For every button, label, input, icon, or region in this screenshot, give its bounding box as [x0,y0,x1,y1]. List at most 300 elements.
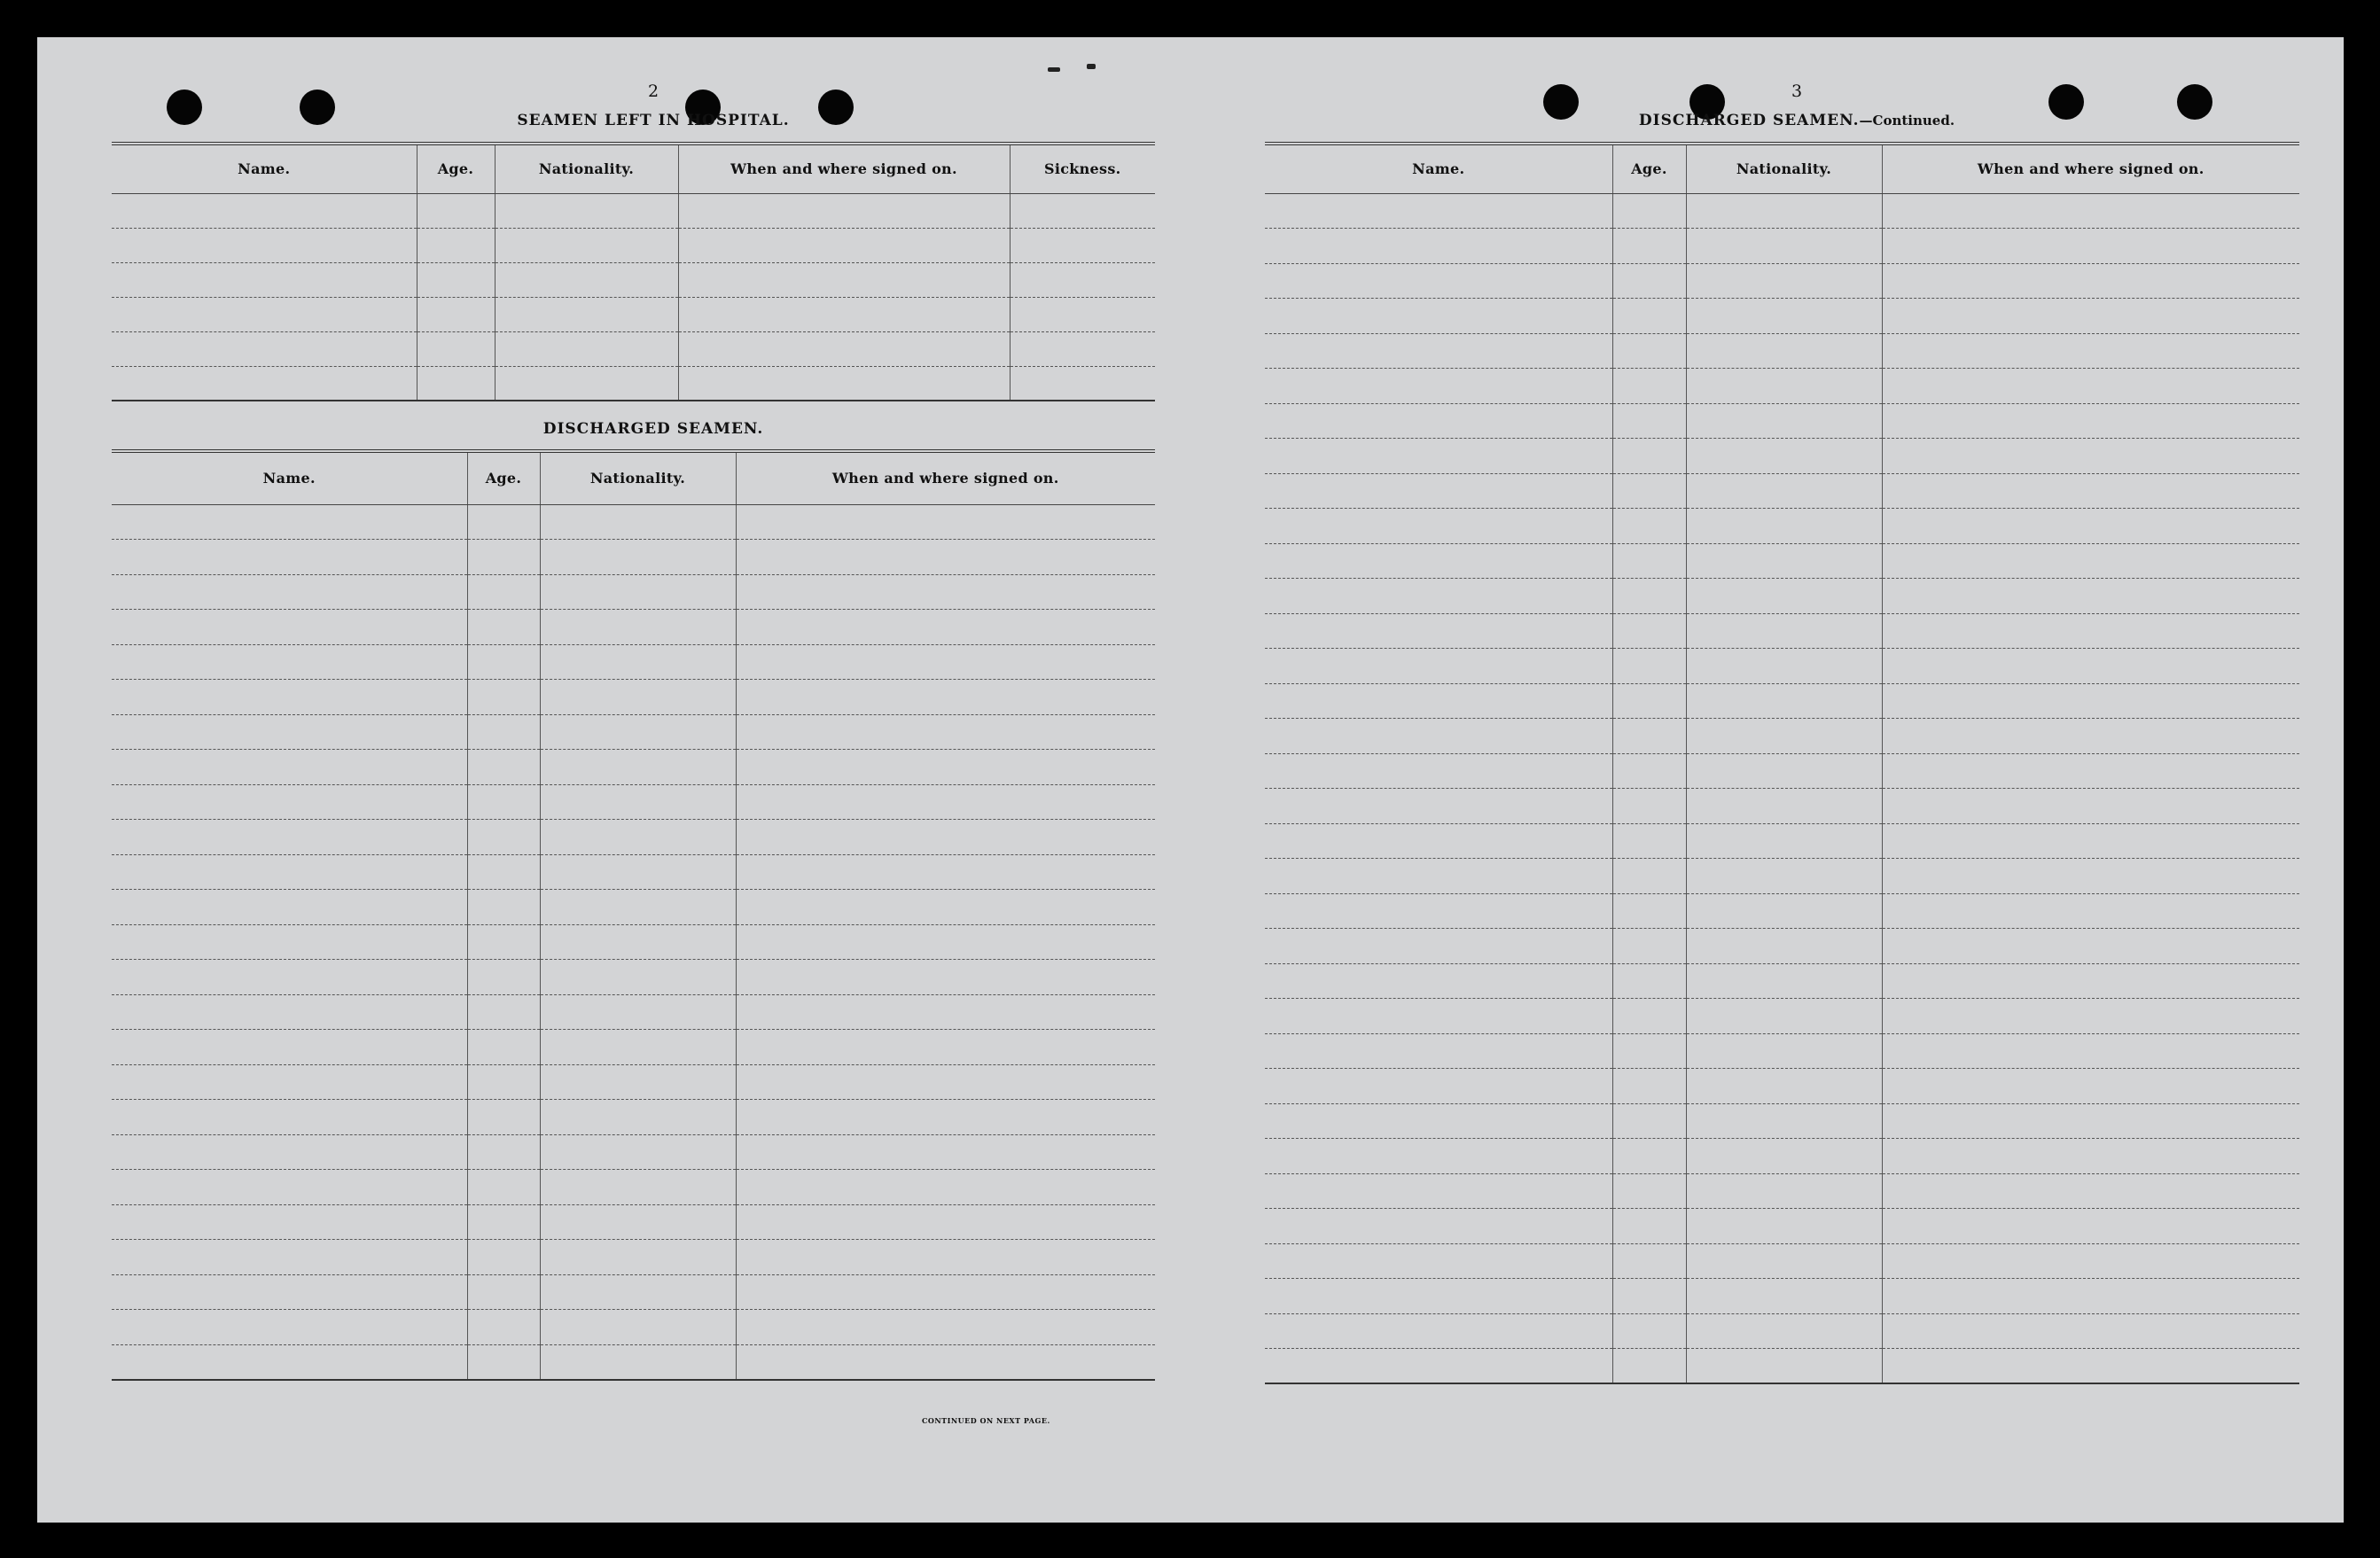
table-cell [112,680,467,715]
table-cell [467,750,540,785]
table-row [112,574,1155,610]
table-cell [736,1100,1155,1135]
table-cell [1612,403,1686,439]
table-cell [467,1344,540,1380]
table-cell [1010,193,1155,228]
column-header-age: Age. [467,451,540,504]
table-cell [1265,683,1612,719]
table-cell [1612,1069,1686,1104]
table-cell [1882,963,2299,999]
table-cell [1612,1033,1686,1069]
table-cell [112,644,467,680]
table-cell [540,1064,736,1100]
table-cell [1612,929,1686,964]
table-cell [1265,1279,1612,1314]
table-cell [1612,1209,1686,1244]
column-header-signed-on: When and where signed on. [1882,144,2299,193]
table-cell [540,1310,736,1345]
table-cell [467,1240,540,1275]
table-row [1265,369,2299,404]
table-cell [112,1134,467,1170]
table-cell [1612,823,1686,859]
table-cell [1612,753,1686,789]
table-cell [736,1134,1155,1170]
table-cell [1612,1139,1686,1174]
table-cell [1612,719,1686,754]
table-row [112,714,1155,750]
table-cell [112,994,467,1030]
table-row [1265,999,2299,1034]
table-cell [1686,543,1882,579]
table-cell [1686,263,1882,299]
table-cell [1265,299,1612,334]
table-cell [736,960,1155,995]
table-cell [736,1030,1155,1065]
table-cell [1882,789,2299,824]
table-cell [1686,1103,1882,1139]
table-cell [1265,963,1612,999]
table-row [112,784,1155,820]
table-cell [540,644,736,680]
table-row [1265,1173,2299,1209]
table-cell [678,262,1010,297]
discharged-section-title: DISCHARGED SEAMEN. [542,420,764,438]
table-cell [1686,753,1882,789]
table-row [1265,963,2299,999]
table-cell [417,228,495,262]
table-cell [495,228,678,262]
table-cell [540,1240,736,1275]
table-cell [736,890,1155,925]
table-cell [1882,719,2299,754]
discharged-continued-title-suffix: —Continued. [1859,113,1955,129]
table-cell [1265,263,1612,299]
table-cell [540,1344,736,1380]
table-cell [1612,579,1686,614]
column-header-signed-on: When and where signed on. [678,144,1010,193]
table-row [1265,193,2299,229]
table-cell [417,262,495,297]
table-cell [1686,789,1882,824]
table-row [112,366,1155,401]
table-cell [736,1310,1155,1345]
table-cell [112,1100,467,1135]
table-cell [540,960,736,995]
table-cell [1882,509,2299,544]
table-cell [112,262,417,297]
table-cell [1882,299,2299,334]
table-cell [1265,1209,1612,1244]
table-cell [1686,333,1882,369]
table-cell [1882,683,2299,719]
table-cell [1612,963,1686,999]
table-cell [1686,579,1882,614]
table-cell [1265,893,1612,929]
table-cell [1686,1209,1882,1244]
table-cell [417,366,495,401]
table-row [112,262,1155,297]
table-row [112,1344,1155,1380]
table-cell [1612,1243,1686,1279]
table-cell [1612,1279,1686,1314]
table-cell [1612,369,1686,404]
table-cell [1265,929,1612,964]
table-cell [1265,543,1612,579]
table-cell [1612,683,1686,719]
table-cell [1265,439,1612,474]
table-row [112,924,1155,960]
column-header-nationality: Nationality. [1686,144,1882,193]
table-cell [1265,1139,1612,1174]
table-cell [1686,719,1882,754]
table-row [1265,1279,2299,1314]
table-cell [1265,1313,1612,1349]
table-row [1265,789,2299,824]
table-row [112,854,1155,890]
table-cell [1882,1139,2299,1174]
table-cell [1882,229,2299,264]
table-cell [736,680,1155,715]
table-cell [1882,193,2299,229]
table-cell [467,1274,540,1310]
table-cell [112,1030,467,1065]
table-cell [678,331,1010,366]
table-row [1265,929,2299,964]
table-cell [112,540,467,575]
table-cell [1010,228,1155,262]
table-cell [467,1064,540,1100]
table-row [1265,299,2299,334]
table-cell [112,1064,467,1100]
table-cell [1612,543,1686,579]
table-cell [736,504,1155,540]
table-cell [1265,403,1612,439]
scan-speck [1048,67,1060,72]
table-cell [467,1170,540,1205]
table-row [1265,579,2299,614]
table-cell [540,750,736,785]
table-row [1265,473,2299,509]
table-cell [467,610,540,645]
table-cell [495,297,678,331]
table-cell [1612,333,1686,369]
table-cell [1686,963,1882,999]
table-cell [1686,1279,1882,1314]
table-cell [540,854,736,890]
table-header-row [112,451,1155,504]
table-cell [1612,789,1686,824]
table-cell [1010,297,1155,331]
table-cell [467,1134,540,1170]
table-cell [540,784,736,820]
table-row [1265,403,2299,439]
table-cell [736,1274,1155,1310]
table-cell [467,1310,540,1345]
table-cell [1686,1243,1882,1279]
table-cell [1686,509,1882,544]
table-row [1265,1033,2299,1069]
table-cell [417,193,495,228]
table-cell [1686,1069,1882,1104]
table-cell [1882,1243,2299,1279]
table-cell [1265,229,1612,264]
table-cell [1882,999,2299,1034]
table-cell [1882,1033,2299,1069]
table-cell [112,714,467,750]
table-cell [678,193,1010,228]
table-cell [495,366,678,401]
table-cell [112,610,467,645]
table-cell [678,366,1010,401]
table-row [1265,509,2299,544]
table-cell [1265,823,1612,859]
table-cell [1686,473,1882,509]
table-cell [1265,333,1612,369]
table-cell [736,1064,1155,1100]
table-row [1265,859,2299,894]
table-row [112,297,1155,331]
table-cell [1612,439,1686,474]
table-cell [1265,1243,1612,1279]
table-cell [1686,613,1882,649]
discharged-continued-table [1265,142,2299,1384]
discharged-table [112,449,1155,1381]
table-cell [467,784,540,820]
table-cell [495,193,678,228]
table-row [1265,1313,2299,1349]
table-row [112,1310,1155,1345]
column-header-nationality: Nationality. [540,451,736,504]
table-cell [112,1274,467,1310]
table-cell [467,504,540,540]
table-cell [1265,1349,1612,1384]
column-header-nationality: Nationality. [495,144,678,193]
table-row [112,1204,1155,1240]
continued-on-next-page-note: CONTINUED ON NEXT PAGE. [922,1416,1050,1425]
table-cell [1010,331,1155,366]
table-cell [1882,649,2299,684]
table-cell [1612,473,1686,509]
table-cell [1265,193,1612,229]
table-cell [467,680,540,715]
table-cell [1612,649,1686,684]
table-cell [736,820,1155,855]
table-cell [467,854,540,890]
table-row [1265,263,2299,299]
table-cell [112,1310,467,1345]
table-cell [1686,893,1882,929]
table-row [112,331,1155,366]
table-cell [467,820,540,855]
column-header-age: Age. [417,144,495,193]
table-cell [112,784,467,820]
table-cell [1010,366,1155,401]
table-cell [495,331,678,366]
table-row [1265,1209,2299,1244]
punch-hole [167,90,202,125]
table-cell [736,574,1155,610]
table-cell [540,1100,736,1135]
table-row [112,1030,1155,1065]
table-header-row [112,144,1155,193]
table-row [1265,543,2299,579]
table-cell [540,610,736,645]
table-cell [467,540,540,575]
table-cell [1686,439,1882,474]
table-cell [112,750,467,785]
table-cell [1612,1173,1686,1209]
table-row [112,193,1155,228]
hospital-table [112,142,1155,401]
table-cell [417,297,495,331]
table-row [1265,719,2299,754]
table-cell [540,540,736,575]
table-cell [1265,719,1612,754]
table-cell [736,714,1155,750]
table-cell [736,750,1155,785]
column-header-sickness: Sickness. [1010,144,1155,193]
table-cell [112,924,467,960]
table-cell [1686,1139,1882,1174]
table-header-row [1265,144,2299,193]
table-cell [540,924,736,960]
table-cell [467,1204,540,1240]
table-cell [1882,1209,2299,1244]
table-cell [1882,403,2299,439]
table-cell [1265,753,1612,789]
table-cell [1612,1313,1686,1349]
table-cell [736,610,1155,645]
table-cell [112,890,467,925]
table-cell [1686,929,1882,964]
table-row [112,1240,1155,1275]
table-row [1265,613,2299,649]
table-cell [495,262,678,297]
table-cell [1882,859,2299,894]
table-cell [417,331,495,366]
table-cell [112,854,467,890]
table-cell [112,297,417,331]
table-cell [1265,649,1612,684]
table-cell [467,574,540,610]
column-header-name: Name. [112,451,467,504]
table-cell [540,820,736,855]
table-row [1265,683,2299,719]
hospital-section-title: SEAMEN LEFT IN HOSPITAL. [517,112,790,129]
table-cell [1882,1313,2299,1349]
table-cell [1265,473,1612,509]
table-cell [678,297,1010,331]
table-cell [467,1100,540,1135]
table-cell [1686,229,1882,264]
table-cell [540,1274,736,1310]
table-cell [1686,649,1882,684]
table-cell [1882,439,2299,474]
table-cell [1265,579,1612,614]
table-cell [1265,613,1612,649]
table-cell [1882,473,2299,509]
table-cell [1265,1033,1612,1069]
table-cell [1612,1103,1686,1139]
table-cell [1265,1103,1612,1139]
table-cell [1882,753,2299,789]
table-cell [1882,1103,2299,1139]
table-cell [1882,263,2299,299]
table-row [112,750,1155,785]
table-row [112,540,1155,575]
table-cell [467,960,540,995]
table-cell [1686,1033,1882,1069]
table-cell [736,1204,1155,1240]
discharged-continued-title [1531,112,2063,129]
table-cell [1612,859,1686,894]
table-cell [540,1134,736,1170]
table-cell [736,1344,1155,1380]
page-number-right: 3 [1791,82,1803,101]
table-cell [736,994,1155,1030]
table-cell [1882,543,2299,579]
table-cell [1882,1279,2299,1314]
table-cell [112,1204,467,1240]
table-cell [736,784,1155,820]
table-cell [1882,579,2299,614]
table-cell [1612,193,1686,229]
table-row [1265,823,2299,859]
table-cell [736,1170,1155,1205]
table-row [1265,1243,2299,1279]
table-cell [1686,823,1882,859]
table-cell [736,540,1155,575]
table-cell [112,331,417,366]
table-row [1265,893,2299,929]
table-cell [112,193,417,228]
table-cell [1686,999,1882,1034]
column-header-name: Name. [1265,144,1612,193]
table-cell [540,994,736,1030]
table-cell [112,1344,467,1380]
table-row [112,504,1155,540]
column-header-signed-on: When and where signed on. [736,451,1155,504]
discharged-continued-title-main: DISCHARGED SEAMEN. [1638,112,1860,129]
table-cell [1612,299,1686,334]
table-cell [736,644,1155,680]
table-cell [1882,613,2299,649]
table-row [1265,753,2299,789]
table-cell [1686,1349,1882,1384]
table-cell [467,924,540,960]
table-cell [736,924,1155,960]
table-cell [1686,193,1882,229]
table-row [1265,229,2299,264]
table-row [1265,1139,2299,1174]
table-cell [1612,263,1686,299]
table-cell [540,680,736,715]
table-cell [1612,613,1686,649]
table-cell [112,574,467,610]
table-cell [1882,823,2299,859]
table-cell [1265,999,1612,1034]
table-cell [1882,333,2299,369]
table-cell [1612,893,1686,929]
table-row [112,994,1155,1030]
punch-hole [300,90,335,125]
table-cell [1612,229,1686,264]
table-cell [1265,509,1612,544]
table-cell [1882,1349,2299,1384]
table-cell [1882,1173,2299,1209]
table-cell [1686,369,1882,404]
table-cell [112,504,467,540]
